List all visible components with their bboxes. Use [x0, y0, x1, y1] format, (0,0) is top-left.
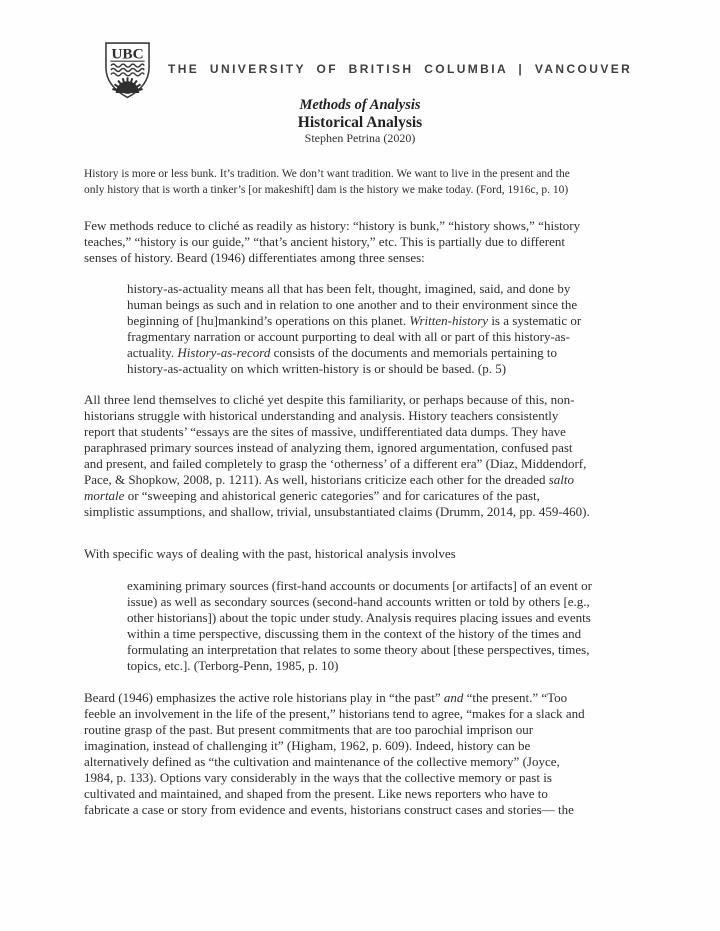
series-title: Methods of Analysis	[299, 97, 421, 113]
paragraph-beard-present: Beard (1946) emphasizes the active role historians play in “the past” and “the present.” “Too feeble an involvement in the life of the present,” historians tend to agree, “makes for a slack and routine grasp of the past. But present commitments that are too parochial imprison our imagination, instead of challenging it” (Higham, 1962, p. 609). Indeed, history can be alternatively defined as “the cultivation and maintenance of the collective memory” (Joyce, 1984, p. 133). Options vary considerably in the ways that the collective memory or past is cultivated and maintained, and shaped from the present. Like news reporters who have to fabricate a case or story from evidence and events, historians construct cases and stories— the	[84, 690, 585, 817]
logo-sun-fan	[112, 77, 142, 93]
university-wordmark: THE UNIVERSITY OF BRITISH COLUMBIA | VANCOUVER	[168, 62, 633, 76]
epigraph-ford-quote: History is more or less bunk. It’s tradition. We don’t want tradition. We want to live in the present and the only history that is worth a tinker’s [or makeshift] dam is the history we make today. (Ford, 1916c, p. 10)	[84, 168, 570, 196]
paragraph-all-three: All three lend themselves to cliché yet despite this familiarity, or perhaps because of this, non- historians struggle with historical understanding and analysis. History teachers consistently report that students’ “essays are the sites of massive, undifferentiated data dumps. They have paraphrased primary sources instead of analyzing them, ignored argumentation, confused past and present, and failed completely to grasp the ‘otherness’ of a different era” (Diaz, Middendorf, Pace, & Shopkow, 2008, p. 1211). As well, historians criticize each other for the dreaded salto mortale or “sweeping and ahistorical generic categories” and for caricatures of the past, simplistic assumptions, and shallow, trivial, unsubstantiated claims (Drumm, 2014, pp. 459-460).	[84, 392, 590, 519]
author-line: Stephen Petrina (2020)	[304, 131, 416, 145]
paragraph-cliche: Few methods reduce to cliché as readily as history: “history is bunk,” “history shows,” “history teaches,” “history is our guide,” “that’s ancient history,” etc. This is partially due to different senses of history. Beard (1946) differentiates among three senses:	[84, 218, 581, 265]
logo-waves	[111, 64, 144, 76]
ubc-shield-logo-icon	[104, 42, 151, 99]
title-block	[0, 97, 720, 146]
ubc-logo-letters: UBC	[111, 46, 144, 63]
document-body	[84, 166, 659, 833]
blockquote-beard-senses: history-as-actuality means all that has been felt, thought, imagined, said, and done by human beings as such and in relation to one another and to their environment since the beginning of [hu]mankind’s operations on this planet. Written-history is a systematic or fragmentary narration or account purporting to deal with all or part of this history-as- actuality. History-as-record consists of the documents and memorials pertaining to history-as-actuality on which written-history is or should be based. (p. 5)	[127, 281, 582, 376]
blockquote-terborg-penn: examining primary sources (first-hand accounts or documents [or artifacts] of an event or issue) as well as secondary sources (second-hand accounts written or told by others [e.g., other historians]) about the topic under study. Analysis requires placing issues and events within a time perspective, discussing them in the context of the history of the times and formulating an interpretation that relates to some theory about [these perspectives, times, topics, etc.]. (Terborg-Penn, 1985, p. 10)	[127, 578, 592, 673]
page-title: Historical Analysis	[297, 114, 423, 131]
paragraph-with-specific: With specific ways of dealing with the past, historical analysis involves	[84, 546, 456, 561]
